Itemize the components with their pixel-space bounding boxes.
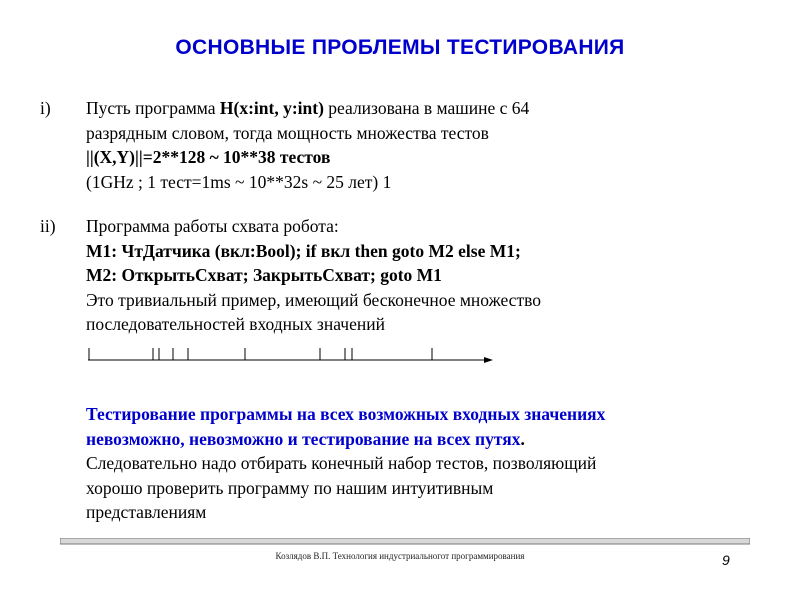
formula-line: [86, 145, 776, 170]
footer-author: Козлядов В.П. Технология индустриальногот программирования: [275, 551, 525, 561]
list-item-body: [86, 96, 776, 194]
conclusion-highlight: невозможно, невозможно и тестирование на всех путях: [86, 428, 521, 449]
text-fragment: Пусть программа: [86, 98, 220, 118]
code-line: [86, 263, 776, 288]
text-line: Программа работы схвата робота:: [86, 216, 339, 236]
code-text: M1: ЧтДатчика (вкл:Bool); if вкл then goto M2 else M1;: [86, 240, 521, 261]
text-line: Следовательно надо отбирать конечный набор тестов, позволяющий: [86, 453, 597, 473]
list-item-number: ii): [40, 216, 56, 236]
formula: ||(X,Y)||=2**128 ~ 10**38 тестов: [86, 147, 331, 167]
text-fragment: .: [520, 428, 525, 449]
footer-divider: [60, 538, 750, 546]
text-line: хорошо проверить программу по нашим интуитивным: [86, 477, 494, 498]
text-line: представлениям: [86, 502, 207, 522]
conclusion-highlight-line: [86, 427, 776, 452]
page-number: 9: [722, 552, 730, 568]
text-fragment: реализована в машине с 64: [323, 98, 530, 118]
text-line: Это тривиальный пример, имеющий бесконечное множество: [86, 289, 541, 310]
text-line: последовательностей входных значений: [86, 314, 385, 334]
input-sequence-timeline: [80, 340, 500, 370]
function-signature: H(x:int, y:int): [219, 98, 324, 118]
list-item-body: [86, 214, 776, 337]
text-line: разрядным словом, тогда мощность множества тестов: [86, 122, 489, 143]
conclusion-block: [86, 402, 776, 525]
list-item-number: i): [40, 98, 51, 118]
slide-title: ОСНОВНЫЕ ПРОБЛЕМЫ ТЕСТИРОВАНИЯ: [175, 36, 625, 59]
arrow-head-icon: [484, 357, 493, 363]
text-line: (1GHz ; 1 тест=1ms ~ 10**32s ~ 25 лет) 1: [86, 171, 392, 192]
code-line: [86, 239, 776, 264]
code-text: M2: ОткрытьСхват; ЗакрытьСхват; goto M1: [86, 265, 442, 285]
text-line: [86, 96, 776, 121]
conclusion-highlight: Тестирование программы на всех возможных входных значениях: [86, 404, 606, 424]
